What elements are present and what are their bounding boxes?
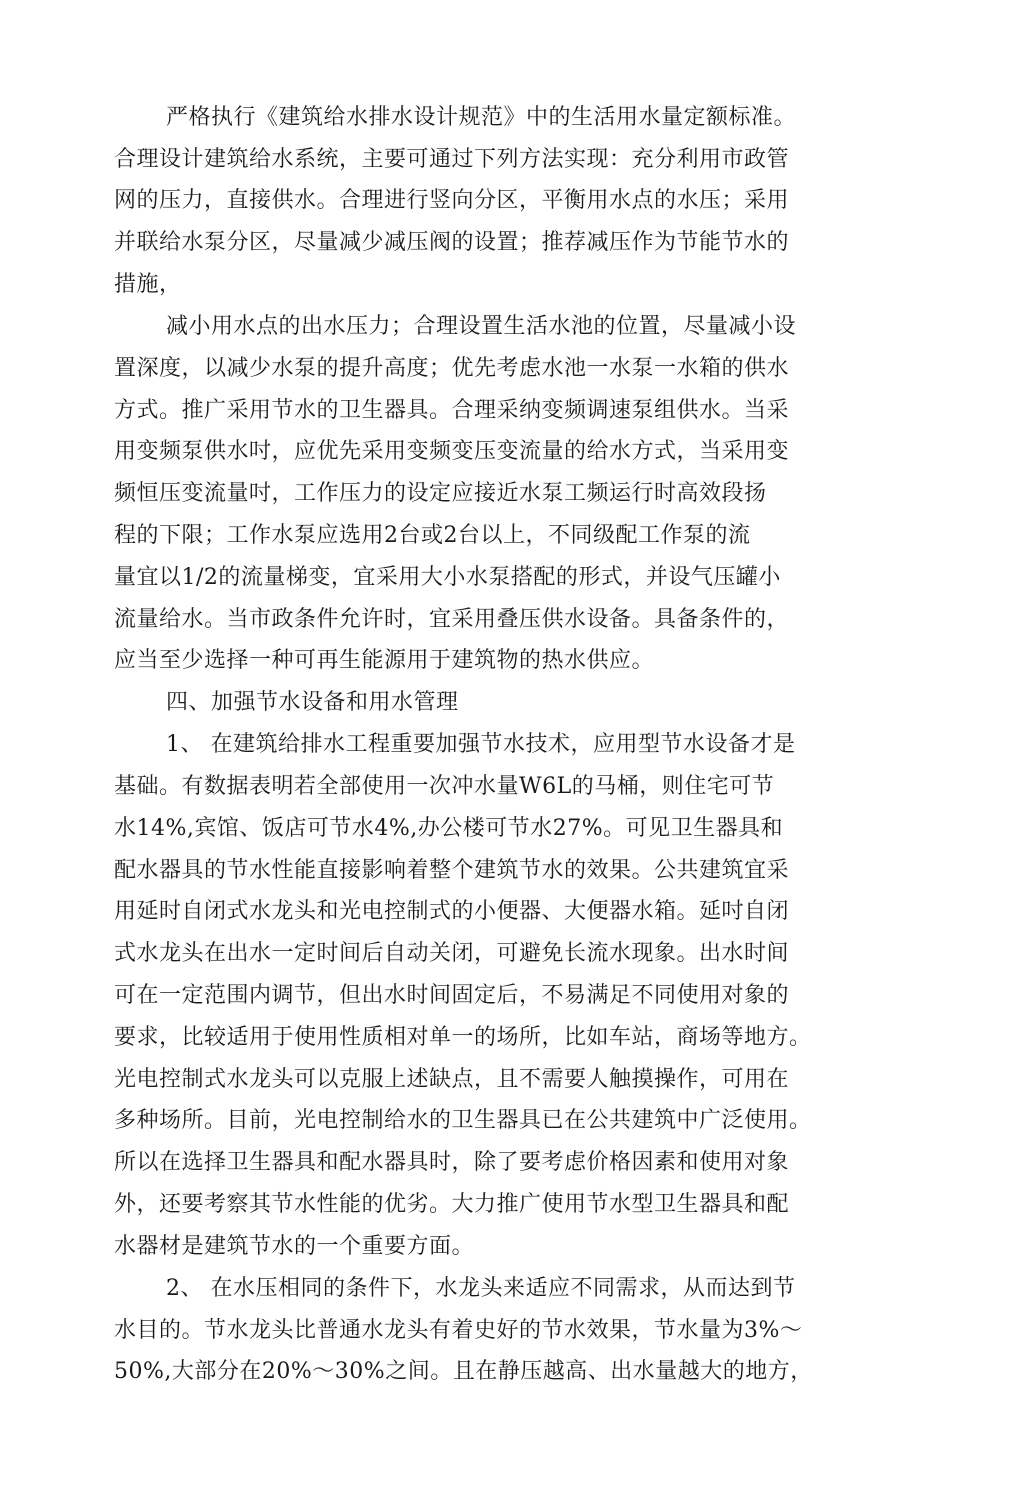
text-line: 水14%,宾馆、饭店可节水4%,办公楼可节水27%。可见卫生器具和 <box>114 816 784 841</box>
text-line: 网的压力，直接供水。合理进行竖向分区，平衡用水点的水压；采用 <box>114 188 790 213</box>
text-line: 多种场所。目前，光电控制给水的卫生器具已在公共建筑中广泛使用。 <box>114 1108 812 1133</box>
text-line: 量宜以1/2的流量梯变，宜采用大小水泵搭配的形式，并设气压罐小 <box>114 565 781 590</box>
text-line: 式水龙头在出水一定时间后自动关闭，可避免长流水现象。出水时间 <box>114 941 790 966</box>
text-line: 置深度，以减少水泵的提升高度；优先考虑水池一水泵一水箱的供水 <box>114 356 790 381</box>
text-line: 光电控制式水龙头可以克服上述缺点，且不需要人触摸操作，可用在 <box>114 1067 790 1092</box>
text-line: 外，还要考察其节水性能的优劣。大力推广使用节水型卫生器具和配 <box>114 1192 790 1217</box>
text-line: 用延时自闭式水龙头和光电控制式的小便器、大便器水箱。延吋自闭 <box>114 899 790 924</box>
text-line: 频恒压变流量吋，工作压力的设定应接近水泵工频运行时高效段扬 <box>114 481 767 506</box>
text-line: 减小用水点的出水压力；合理设置生活水池的位置，尽量减小设 <box>166 314 797 339</box>
text-line: 方式。推广采用节水的卫生器具。合理采纳变频调速泵组供水。当采 <box>114 398 790 423</box>
text-line: 基础。有数据表明若全部使用一次冲水量W6L的马桶，则住宅可节 <box>114 774 775 799</box>
text-line: 措施， <box>114 272 182 297</box>
text-line: 并联给水泵分区，尽量减少减压阀的设置；推荐减压作为节能节水的 <box>114 230 790 255</box>
text-line: 水目的。节水龙头比普通水龙头有着史好的节水效果，节水量为3%～ <box>114 1318 803 1343</box>
text-line: 应当至少选择一种可再生能源用于建筑物的热水供应。 <box>114 648 655 673</box>
text-line: 1、 在建筑给排水工程重要加强节水技术，应用型节水设备才是 <box>166 732 796 757</box>
text-line: 流量给水。当市政条件允许时，宜采用叠压供水设备。具备条件的， <box>114 607 790 632</box>
text-line: 配水器具的节水性能直接影响着整个建筑节水的效果。公共建筑宜采 <box>114 858 790 883</box>
text-line: 2、 在水压相同的条件下，水龙头来适应不同需求，从而达到节 <box>166 1276 796 1301</box>
text-line: 用变频泵供水吋，应优先采用变频变压变流量的给水方式，当采用变 <box>114 439 790 464</box>
text-line: 严格执行《建筑给水排水设计规范》中的生活用水量定额标准。 <box>166 105 797 130</box>
text-line: 50%,大部分在20%～30%之间。且在静压越高、出水量越大的地方， <box>114 1359 813 1384</box>
text-line: 所以在选择卫生器具和配水器具时，除了要考虑价格因素和使用对象 <box>114 1150 790 1175</box>
text-line: 程的下限；工作水泵应选用2台或2台以上，不同级配工作泵的流 <box>114 523 751 548</box>
text-line: 可在一定范围内调节，但出水时间固定后，不易满足不同使用对象的 <box>114 983 790 1008</box>
text-line: 水器材是建筑节水的一个重要方面。 <box>114 1234 475 1259</box>
text-line: 合理设计建筑给水系统，主要可通过下列方法实现：充分利用市政管 <box>114 147 790 172</box>
text-line: 要求，比较适用于使用性质相对单一的场所，比如车站，商场等地方。 <box>114 1025 812 1050</box>
section-heading: 四、加强节水设备和用水管理 <box>166 690 459 715</box>
